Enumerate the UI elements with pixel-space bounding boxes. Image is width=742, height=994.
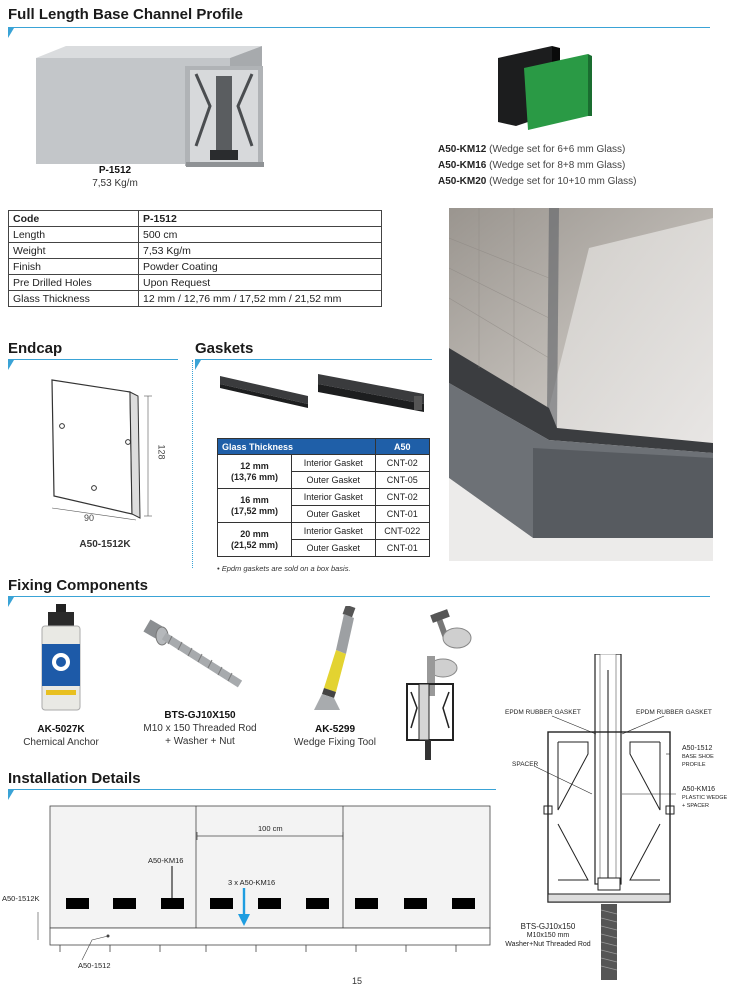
section-divider — [195, 359, 432, 360]
table-row: 16 mm (17,52 mm) Interior Gasket CNT-02 — [218, 489, 430, 506]
table-row: Code P-1512 — [9, 211, 382, 227]
install-profile-label: A50-1512 — [78, 961, 111, 970]
table-row: Pre Drilled Holes Upon Request — [9, 275, 382, 291]
endcap-drawing — [40, 372, 170, 522]
wedge-item: A50-KM20 (Wedge set for 10+10 mm Glass) — [438, 176, 637, 187]
section-divider — [8, 359, 178, 360]
gasket-image — [214, 370, 434, 420]
wedge-set-image — [494, 44, 594, 130]
gasket-table — [217, 438, 430, 557]
table-row: Length 500 cm — [9, 227, 382, 243]
table-row: Weight 7,53 Kg/m — [9, 243, 382, 259]
install-wedge-label: A50-KM16 — [148, 856, 184, 865]
label-gasket-right: EPDM RUBBER GASKET — [636, 709, 712, 716]
label-gasket-left: EPDM RUBBER GASKET — [505, 709, 581, 716]
install-span-label: 100 cm — [258, 824, 283, 833]
table-header-row: Glass Thickness A50 — [218, 439, 430, 455]
spec-table — [8, 210, 382, 307]
table-row: Outer Gasket CNT-01 — [218, 506, 430, 523]
endcap-height-dim: 128 — [156, 444, 167, 460]
profile-code: P-1512 — [98, 165, 132, 176]
label-profile: A50-1512 BASE SHOE PROFILE — [682, 745, 714, 768]
table-row: 12 mm (13,76 mm) Interior Gasket CNT-02 — [218, 455, 430, 472]
hammer-installation-image — [405, 608, 475, 762]
label-spacer: SPACER — [512, 761, 539, 768]
table-row: Outer Gasket CNT-05 — [218, 472, 430, 489]
page-number: 15 — [352, 976, 363, 986]
installation-photo — [449, 208, 713, 561]
section-title-base-channel: Full Length Base Channel Profile — [8, 6, 244, 23]
section-divider — [8, 596, 710, 597]
gasket-note: • Epdm gaskets are sold on a box basis. — [217, 564, 351, 573]
fixing-item-caption: AK-5027K Chemical Anchor — [23, 724, 99, 748]
table-row: 20 mm (21,52 mm) Interior Gasket CNT-022 — [218, 523, 430, 540]
section-title-installation: Installation Details — [8, 770, 141, 787]
section-marker — [8, 28, 14, 38]
install-qty-label: 3 x A50-KM16 — [228, 878, 276, 887]
wedge-fixing-tool-image — [310, 606, 366, 716]
install-endcap-label: A50-1512K — [2, 894, 40, 903]
section-title-gaskets: Gaskets — [195, 340, 254, 357]
fixing-item-caption: BTS-GJ10X150 M10 x 150 Threaded Rod + Washer + Nut — [143, 710, 257, 747]
fixing-item-caption: AK-5299 Wedge Fixing Tool — [294, 724, 376, 748]
section-marker — [8, 790, 14, 800]
section-divider — [8, 27, 710, 28]
chemical-anchor-image — [34, 604, 90, 714]
threaded-rod-image — [142, 616, 246, 692]
label-wedge: A50-KM16 PLASTIC WEDGE + SPACER — [682, 786, 728, 809]
table-row: Outer Gasket CNT-01 — [218, 540, 430, 557]
section-marker — [8, 597, 14, 607]
label-rod: BTS-GJ10x150 M10x150 mm Washer+Nut Threaded Rod — [505, 922, 591, 948]
wedge-item: A50-KM16 (Wedge set for 8+8 mm Glass) — [438, 160, 626, 171]
wedge-item: A50-KM12 (Wedge set for 6+6 mm Glass) — [438, 144, 626, 155]
endcap-width-dim: 90 — [84, 513, 95, 523]
section-title-endcap: Endcap — [8, 340, 63, 357]
section-marker — [195, 360, 201, 370]
base-channel-profile-image — [30, 46, 270, 171]
endcap-code: A50-1512K — [79, 539, 131, 550]
profile-weight: 7,53 Kg/m — [92, 178, 138, 189]
table-row: Glass Thickness 12 mm / 12,76 mm / 17,52 mm / 21,52 mm — [9, 291, 382, 307]
wedge-list — [438, 142, 708, 190]
section-title-fixing: Fixing Components — [8, 577, 148, 594]
profile-caption — [70, 164, 160, 190]
section-divider — [8, 789, 496, 790]
table-row: Finish Powder Coating — [9, 259, 382, 275]
section-marker — [8, 360, 14, 370]
column-divider — [192, 360, 193, 568]
